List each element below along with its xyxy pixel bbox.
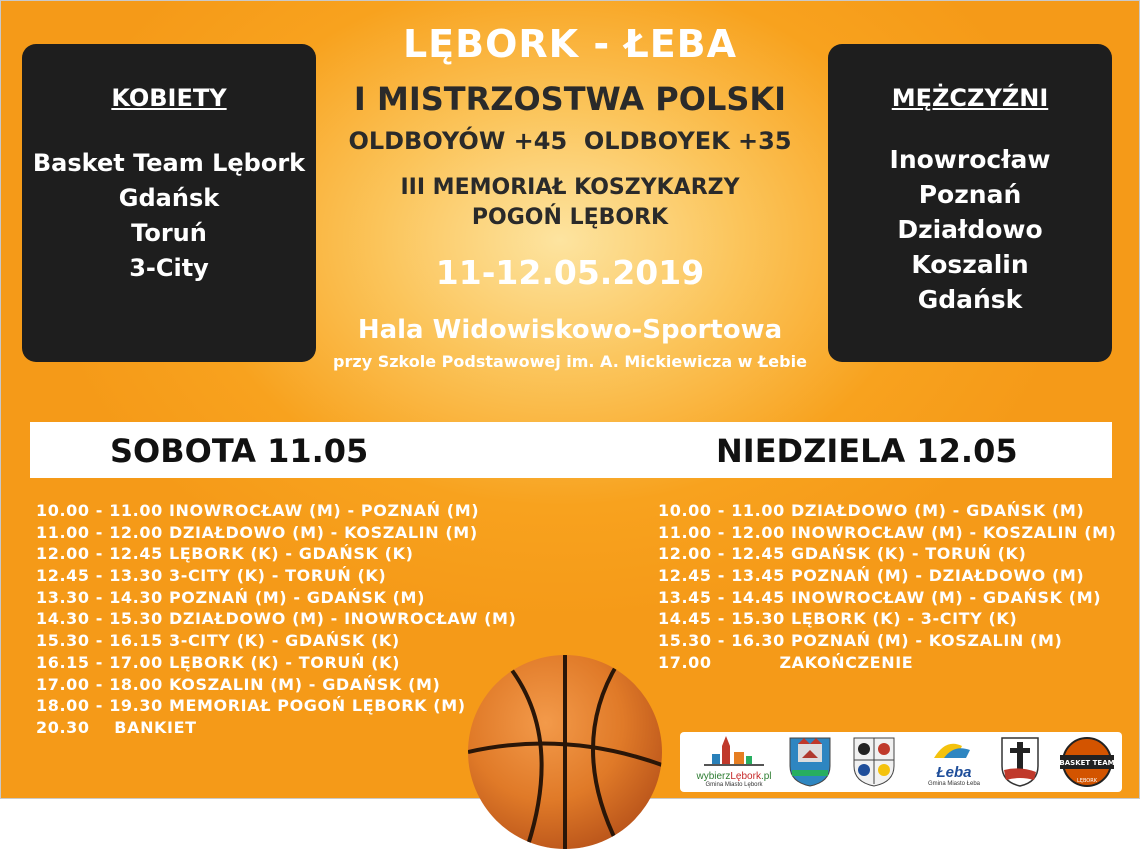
leba-logo — [916, 736, 992, 788]
men-team: Koszalin — [911, 250, 1029, 279]
women-team: Gdańsk — [118, 184, 220, 212]
saturday-heading: SOBOTA 11.05 — [110, 432, 369, 470]
schedule-item: 16.15 - 17.00 LĘBORK (K) - TORUŃ (K) — [36, 652, 400, 672]
lebork-city-logo — [684, 736, 784, 788]
leba-logo-text: Łeba — [936, 764, 972, 781]
logo-caption: Gmina Miasto Lębork — [705, 782, 763, 788]
sponsor-logos — [680, 732, 1122, 792]
basket-team-sub: LĘBORK — [1077, 778, 1097, 784]
sunday-schedule — [658, 500, 1117, 674]
basketball-icon — [468, 655, 662, 849]
women-teams-box — [22, 44, 316, 362]
schedule-item: 12.45 - 13.45 POZNAŃ (M) - DZIAŁDOWO (M) — [658, 566, 1085, 586]
memorial-line-2: POGOŃ LĘBORK — [471, 205, 669, 230]
church-emblem-icon — [1000, 736, 1040, 788]
venue-name: Hala Widowiskowo-Sportowa — [357, 315, 783, 345]
women-team: Toruń — [131, 219, 207, 247]
schedule-item: 11.00 - 12.00 INOWROCŁAW (M) - KOSZALIN (M) — [658, 522, 1117, 542]
logo-text-city: Lębork — [730, 771, 761, 782]
saturday-schedule — [36, 500, 516, 739]
logo-caption: Gmina Miasto Łeba — [927, 781, 981, 787]
schedule-item: 20.30 BANKIET — [36, 717, 197, 737]
event-dates: 11-12.05.2019 — [435, 253, 705, 292]
venue-detail: przy Szkole Podstawowej im. A. Mickiewicza w Łebie — [333, 352, 807, 371]
women-title: KOBIETY — [111, 84, 227, 112]
schedule-item: 12.00 - 12.45 GDAŃSK (K) - TORUŃ (K) — [658, 544, 1027, 564]
men-teams-box — [828, 44, 1112, 362]
schedule-item: 15.30 - 16.30 POZNAŃ (M) - KOSZALIN (M) — [658, 631, 1063, 651]
logo-text-suffix: .pl — [760, 771, 772, 782]
event-categories: OLDBOYÓW +45 OLDBOYEK +35 — [348, 127, 792, 155]
city-skyline-icon — [684, 736, 784, 768]
schedule-item: 12.00 - 12.45 LĘBORK (K) - GDAŃSK (K) — [36, 544, 414, 564]
men-team: Inowrocław — [889, 145, 1051, 174]
schedule-item: 18.00 - 19.30 MEMORIAŁ POGOŃ LĘBORK (M) — [36, 696, 466, 716]
event-subtitle: I MISTRZOSTWA POLSKI — [353, 80, 787, 118]
schedule-item: 10.00 - 11.00 DZIAŁDOWO (M) - GDAŃSK (M) — [658, 501, 1085, 520]
schedule-item: 13.30 - 14.30 POZNAŃ (M) - GDAŃSK (M) — [36, 587, 425, 607]
schedule-item: 15.30 - 16.15 3-CITY (K) - GDAŃSK (K) — [36, 631, 400, 651]
schedule-item: 17.00 - 18.00 KOSZALIN (M) - GDAŃSK (M) — [36, 674, 441, 694]
lebork-coat-of-arms-icon — [788, 736, 832, 788]
basket-team-text: BASKET TEAM — [1059, 759, 1115, 767]
memorial-line-1: III MEMORIAŁ KOSZYKARZY — [400, 175, 740, 200]
women-team: Basket Team Lębork — [32, 149, 306, 177]
event-title: LĘBORK - ŁEBA — [402, 22, 738, 66]
schedule-item: 14.30 - 15.30 DZIAŁDOWO (M) - INOWROCŁAW (M) — [36, 609, 517, 629]
schedule-item: 17.00 ZAKOŃCZENIE — [658, 652, 914, 672]
basket-team-logo — [1058, 736, 1116, 788]
sunday-heading: NIEDZIELA 12.05 — [716, 432, 1018, 470]
schedule-item: 12.45 - 13.30 3-CITY (K) - TORUŃ (K) — [36, 566, 387, 586]
men-team: Poznań — [918, 180, 1022, 209]
schedule-item: 11.00 - 12.00 DZIAŁDOWO (M) - KOSZALIN (M) — [36, 522, 478, 542]
logo-text-prefix: wybierz — [696, 771, 731, 782]
schedule-item: 14.45 - 15.30 LĘBORK (K) - 3-CITY (K) — [658, 609, 1018, 629]
basket-team-ball-icon — [1058, 736, 1116, 788]
pomerania-coat-of-arms-icon — [852, 736, 896, 788]
women-team: 3-City — [129, 254, 209, 282]
men-team: Działdowo — [897, 215, 1043, 244]
leba-wave-icon — [916, 736, 992, 766]
schedule-item: 10.00 - 11.00 INOWROCŁAW (M) - POZNAŃ (M) — [36, 501, 480, 520]
schedule-item: 13.45 - 14.45 INOWROCŁAW (M) - GDAŃSK (M) — [658, 587, 1102, 607]
men-title: MĘŻCZYŹNI — [891, 84, 1049, 112]
men-team: Gdańsk — [917, 285, 1023, 314]
